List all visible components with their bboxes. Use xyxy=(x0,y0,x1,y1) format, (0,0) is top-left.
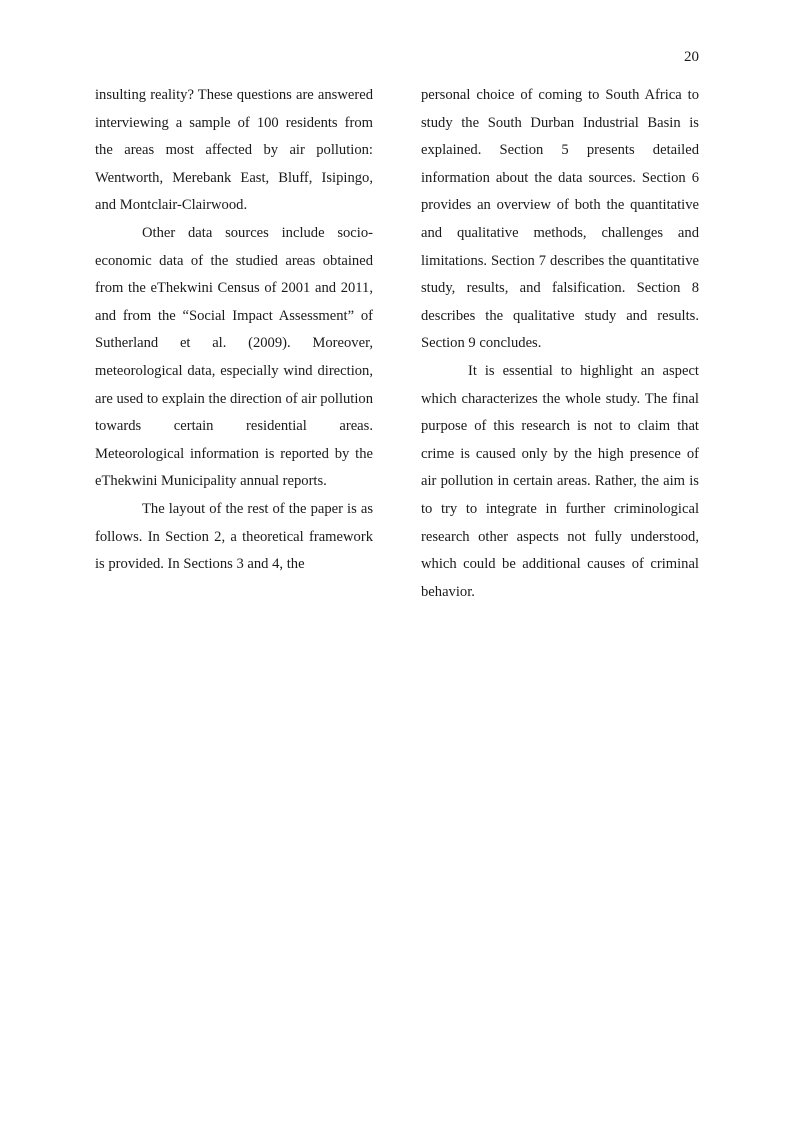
body-paragraph: The layout of the rest of the paper is as follows. In Section 2, a theoretical framework is provided. In Sections 3 and 4, the xyxy=(95,500,373,573)
body-paragraph: Other data sources include socio-economic data of the studied areas obtained from the eThekwini Census of 2001 and 2011, and from the “Social Impact Assessment” of Sutherland et al. (2009). Moreover, meteorological data, especially wind direction, are used to explain the direction of air pollution towards certain residential areas. Meteorological information is reported by the eThekwini Municipality annual reports. xyxy=(95,224,374,490)
page-number: 20 xyxy=(684,49,699,65)
body-paragraph: personal choice of coming to South Africa to study the South Durban Industrial Basin is explained. Section 5 presents detailed information about the data sources. Section 6 provides an overview of both the quantitative and qualitative methods, challenges and limitations. Section 7 describes the quantitative study, results, and falsification. Section 8 describes the qualitative study and results. Section 9 concludes. xyxy=(421,87,699,352)
left-column xyxy=(95,82,373,579)
body-paragraph: insulting reality? These questions are answered interviewing a sample of 100 residents from the areas most affected by air pollution: Wentworth, Merebank East, Bluff, Isipingo, and Montclair-Clairwood. xyxy=(95,87,373,214)
right-column xyxy=(421,82,699,606)
body-paragraph: It is essential to highlight an aspect which characterizes the whole study. The final purpose of this research is not to claim that crime is caused only by the high presence of air pollution in certain areas. Rather, the aim is to try to integrate in further criminological research other aspects not fully understood, which could be additional causes of criminal behavior. xyxy=(421,362,699,600)
